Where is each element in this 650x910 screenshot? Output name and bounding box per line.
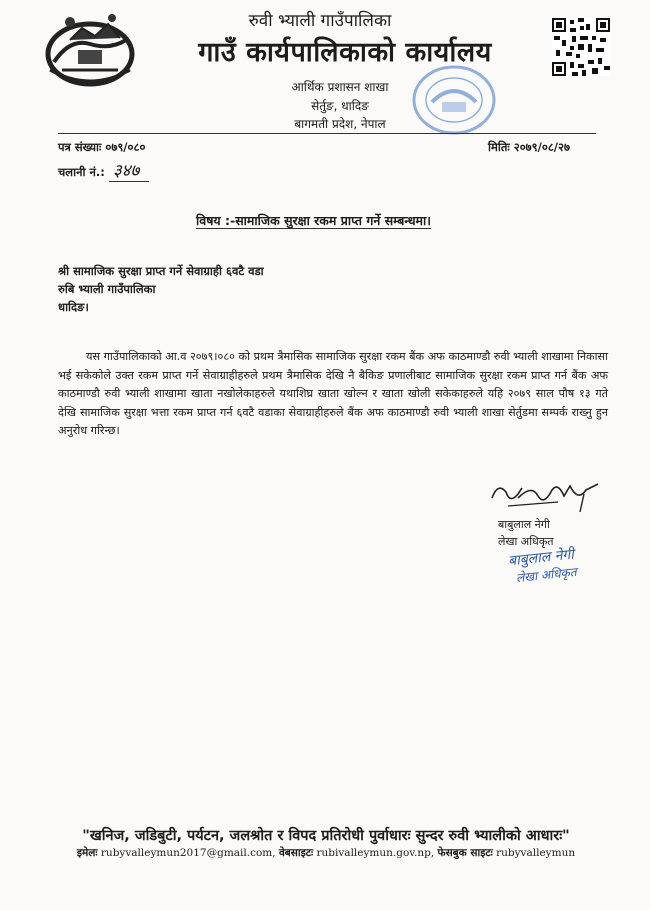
letter-date: मितिः २०७९/०८/२७	[488, 140, 570, 154]
office-seal-icon	[408, 62, 500, 138]
letter-number: पत्र संख्याः ०७९/०८०	[58, 140, 146, 154]
website-value: rubivalleymun.gov.np,	[316, 847, 435, 859]
nepal-emblem-icon	[40, 10, 140, 88]
facebook-value: rubyvalleymun	[496, 847, 576, 859]
footer-contact	[26, 846, 626, 860]
website-label: वेबसाइटः	[278, 847, 314, 859]
signatory-title: लेखा अधिकृत	[498, 535, 554, 548]
header-divider	[58, 133, 596, 134]
email-value: rubyvalleymun2017@gmail.com,	[100, 847, 276, 859]
stamp-signatory-name: बाबुलाल नेगी	[507, 546, 575, 570]
recipient-line-2: रुबि भ्याली गाउँपालिका	[58, 282, 156, 296]
dispatch-label: चलानी नं.:	[58, 165, 105, 179]
recipient-line-3: धादिङ।	[58, 300, 89, 314]
municipality-name: रुवी भ्याली गाउँपालिका	[248, 11, 392, 31]
office-title: गाउँ कार्यपालिकाको कार्यालय	[198, 37, 492, 68]
dispatch-number	[58, 158, 149, 181]
facebook-label: फेसबुक साइटः	[437, 847, 493, 859]
subject-text: विषय :-सामाजिक सुरक्षा रकम प्राप्त गर्ने सम्बन्धमा।	[196, 213, 431, 228]
signatory-name: बाबुलाल नेगी	[498, 518, 550, 531]
address-line-2: बागमती प्रदेश, नेपाल	[294, 117, 386, 131]
section-name: आर्थिक प्रशासन शाखा	[291, 80, 389, 94]
email-label: इमेलः	[76, 847, 98, 859]
qr-code-icon	[552, 18, 610, 76]
letter-body: यस गाउँपालिकाको आ.व २०७९।०८० को प्रथम त्रैमासिक सामाजिक सुरक्षा रकम बैंक अफ काठमाण्डौ रुवी भ्याली शाखामा निकासा भई सकेकोले उक्त रकम प्राप्त गर्ने सेवाग्राहीहरुले प्रथम त्रैमासिक देखि नै बैकिङ प्रणालीबाट सामाजिक सुरक्षा रकम प्राप्त गर्न बैंक अफ काठमाण्डौ रुवी भ्याली शाखामा खाता नखोलेकाहरुले यथाशिघ्र खाता खोल्न र खाता खोली सकेकाहरुले यहि २०७९ साल पौष १३ गते देखि सामाजिक सुरक्षा भत्ता रकम प्राप्त गर्न ६वटै वडाका सेवाग्राहीहरुले बैंक अफ काठमाण्डौ रुवी भ्याली शाखा सेर्तुडमा सम्पर्क राख्नु हुन अनुरोध गरिन्छ।	[58, 350, 608, 437]
recipient-line-1: श्री सामाजिक सुरक्षा प्राप्त गर्ने सेवाग्राही ६वटै वडा	[58, 264, 264, 278]
address-line-1: सेर्तुङ, धादिङ	[311, 99, 369, 113]
subject-line	[196, 212, 431, 229]
dispatch-handwritten-number: ३४७	[109, 161, 150, 182]
stamp-signatory-title: लेखा अधिकृत	[515, 564, 578, 586]
footer-motto: "खनिज, जडिबुटी, पर्यटन, जलश्रोत र विपद प्रतिरोधी पुर्वाधारः सुन्दर रुवी भ्यालीको आधारः"	[82, 828, 570, 844]
handwritten-signature	[488, 478, 610, 514]
